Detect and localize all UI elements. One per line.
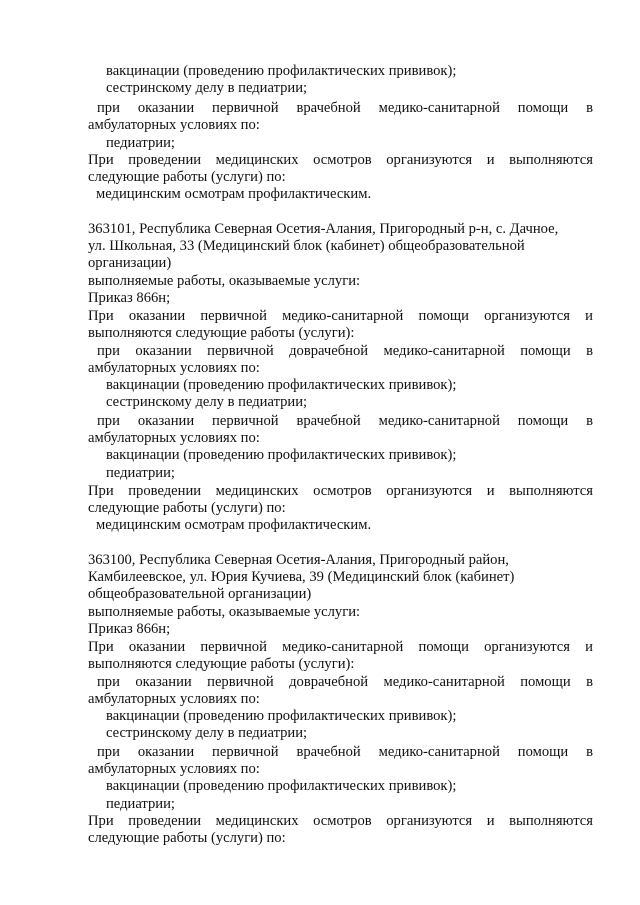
text-line: вакцинации (проведению профилактических прививок); xyxy=(106,63,457,79)
text-line: амбулаторных условиях по: xyxy=(88,117,260,133)
text-line: амбулаторных условиях по: xyxy=(88,761,260,777)
text-line: сестринскому делу в педиатрии; xyxy=(106,80,308,96)
text-line: сестринскому делу в педиатрии; xyxy=(106,394,308,410)
address-line: организации) xyxy=(88,255,172,271)
text-line: следующие работы (услуги) по: xyxy=(88,169,286,185)
text-line: при оказании первичной доврачебной медико-санитарной помощи в xyxy=(97,343,593,359)
text-line: при оказании первичной врачебной медико-санитарной помощи в xyxy=(97,100,593,116)
text-line: при оказании первичной врачебной медико-санитарной помощи в xyxy=(97,413,593,429)
text-line: следующие работы (услуги) по: xyxy=(88,500,286,516)
text-line: выполняемые работы, оказываемые услуги: xyxy=(88,273,361,289)
text-line: медицинским осмотрам профилактическим. xyxy=(96,517,372,533)
text-line: При проведении медицинских осмотров организуются и выполняются xyxy=(88,483,593,499)
address-line: Камбилеевское, ул. Юрия Кучиева, 39 (Медицинский блок (кабинет) xyxy=(88,569,515,585)
address-line: ул. Школьная, 33 (Медицинский блок (кабинет) общеобразовательной xyxy=(88,238,525,254)
text-line: сестринскому делу в педиатрии; xyxy=(106,725,308,741)
text-line: вакцинации (проведению профилактических прививок); xyxy=(106,708,457,724)
address-line: 363100, Республика Северная Осетия-Алания, Пригородный район, xyxy=(88,552,509,568)
address-line: общеобразовательной организации) xyxy=(88,586,312,602)
text-line: выполняются следующие работы (услуги): xyxy=(88,656,355,672)
text-line: медицинским осмотрам профилактическим. xyxy=(96,186,372,202)
order-reference: Приказ 866н; xyxy=(88,621,171,637)
text-line: вакцинации (проведению профилактических прививок); xyxy=(106,377,457,393)
text-line: амбулаторных условиях по: xyxy=(88,360,260,376)
text-line: выполняемые работы, оказываемые услуги: xyxy=(88,604,361,620)
order-reference: Приказ 866н; xyxy=(88,290,171,306)
text-line: При оказании первичной медико-санитарной помощи организуются и xyxy=(88,639,593,655)
text-line: вакцинации (проведению профилактических прививок); xyxy=(106,778,457,794)
text-line: педиатрии; xyxy=(106,796,175,812)
text-line: амбулаторных условиях по: xyxy=(88,691,260,707)
text-line: выполняются следующие работы (услуги): xyxy=(88,325,355,341)
text-line: амбулаторных условиях по: xyxy=(88,430,260,446)
text-line: вакцинации (проведению профилактических прививок); xyxy=(106,447,457,463)
address-line: 363101, Республика Северная Осетия-Алания, Пригородный р-н, с. Дачное, xyxy=(88,221,559,237)
text-line: при оказании первичной врачебной медико-санитарной помощи в xyxy=(97,744,593,760)
text-line: педиатрии; xyxy=(106,465,175,481)
text-line: При оказании первичной медико-санитарной помощи организуются и xyxy=(88,308,593,324)
text-line: При проведении медицинских осмотров организуются и выполняются xyxy=(88,152,593,168)
text-line: следующие работы (услуги) по: xyxy=(88,830,286,846)
text-line: При проведении медицинских осмотров организуются и выполняются xyxy=(88,813,593,829)
text-line: педиатрии; xyxy=(106,135,175,151)
text-line: при оказании первичной доврачебной медико-санитарной помощи в xyxy=(97,674,593,690)
